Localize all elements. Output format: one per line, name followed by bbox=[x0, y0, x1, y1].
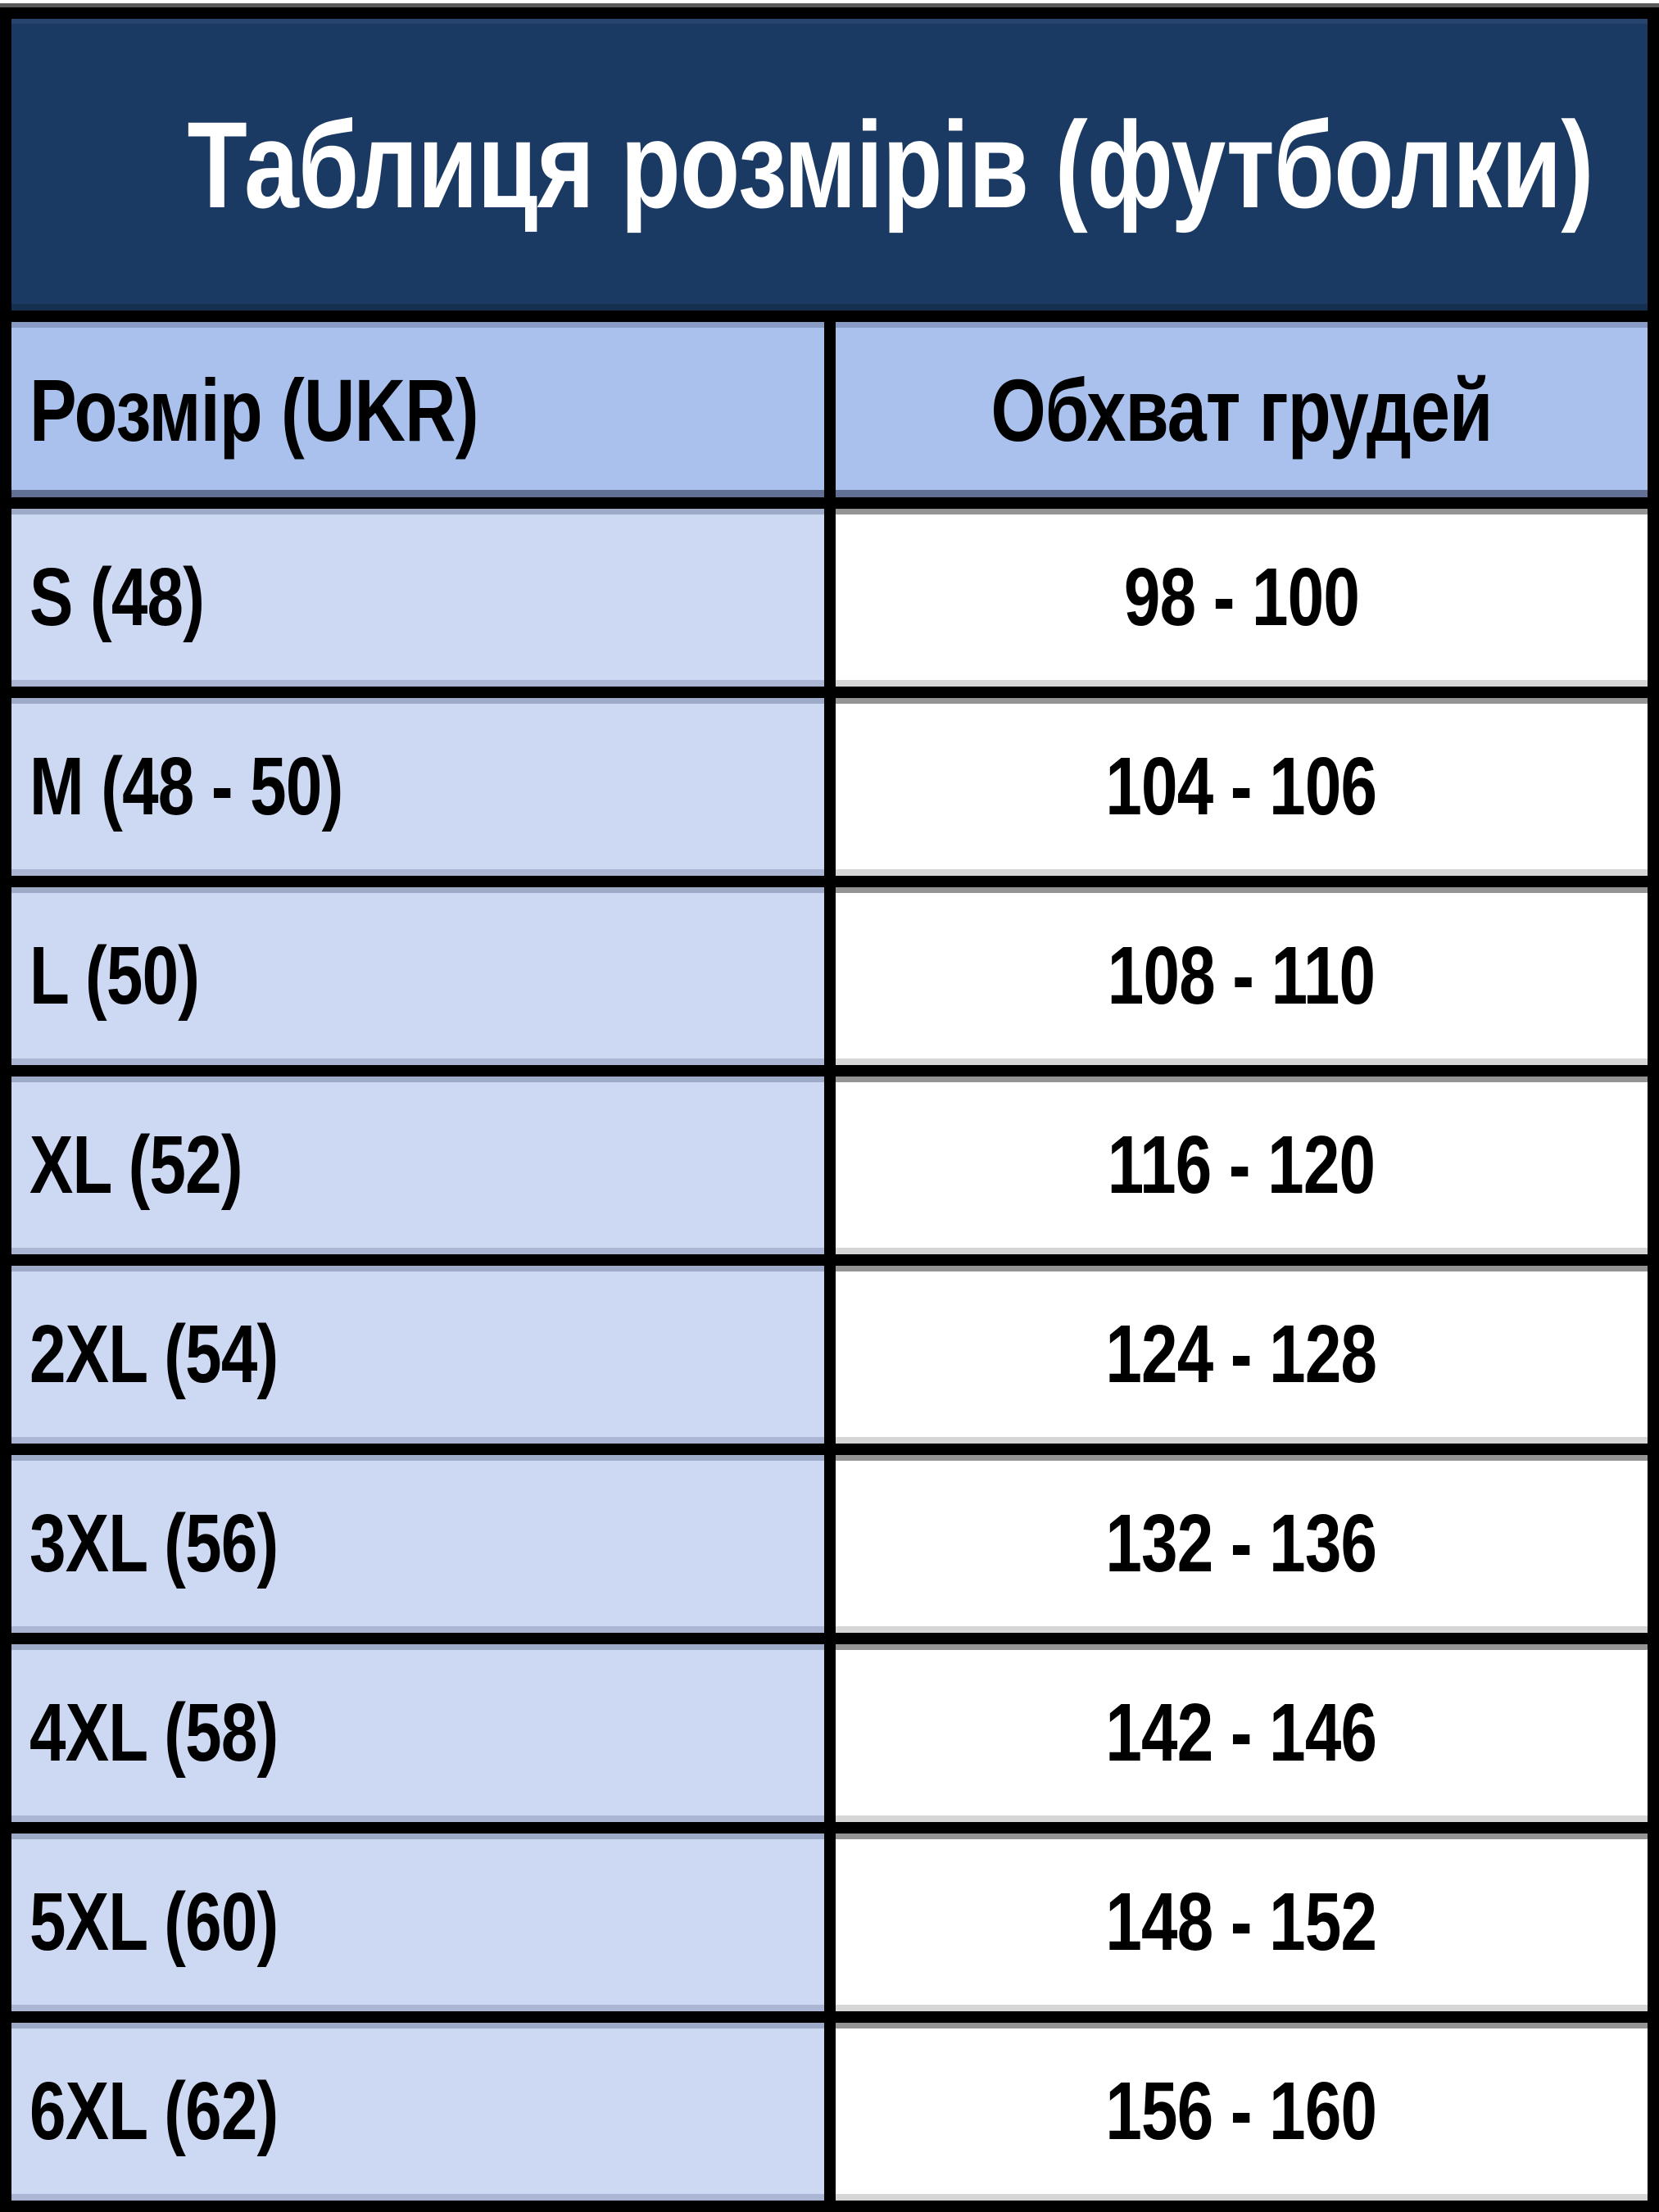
chest-cell bbox=[836, 1644, 1648, 1822]
size-label: 6XL (62) bbox=[29, 2065, 279, 2157]
table-row bbox=[11, 1266, 1648, 1444]
size-label: 5XL (60) bbox=[29, 1876, 279, 1968]
chest-value: 98 - 100 bbox=[1123, 551, 1359, 643]
header-chest-column bbox=[836, 322, 1648, 497]
size-chart-table bbox=[0, 7, 1659, 2212]
size-label: 3XL (56) bbox=[29, 1498, 279, 1589]
size-cell bbox=[11, 2023, 824, 2201]
chest-cell bbox=[836, 2023, 1648, 2201]
title-row bbox=[11, 19, 1648, 310]
chest-cell bbox=[836, 1455, 1648, 1633]
size-label: L (50) bbox=[29, 930, 200, 1022]
table-row bbox=[11, 698, 1648, 876]
size-label: 4XL (58) bbox=[29, 1687, 279, 1779]
chest-value: 142 - 146 bbox=[1105, 1687, 1377, 1779]
chest-value: 124 - 128 bbox=[1105, 1308, 1377, 1400]
chest-cell bbox=[836, 509, 1648, 687]
chest-value: 108 - 110 bbox=[1108, 930, 1376, 1022]
size-cell bbox=[11, 1834, 824, 2011]
chest-cell bbox=[836, 1077, 1648, 1254]
chart-title: Таблиця розмірів (футболки) bbox=[187, 95, 1593, 233]
size-label: XL (52) bbox=[29, 1119, 243, 1211]
chest-value: 104 - 106 bbox=[1105, 741, 1377, 832]
size-cell bbox=[11, 698, 824, 876]
header-row bbox=[11, 322, 1648, 497]
size-cell bbox=[11, 509, 824, 687]
header-chest-label: Обхват грудей bbox=[990, 360, 1493, 460]
size-label: 2XL (54) bbox=[29, 1308, 279, 1400]
size-cell bbox=[11, 887, 824, 1065]
header-size-label: Розмір (UKR) bbox=[29, 360, 478, 460]
table-row bbox=[11, 2023, 1648, 2201]
chart-title-cell bbox=[11, 19, 1648, 310]
chest-cell bbox=[836, 887, 1648, 1065]
size-cell bbox=[11, 1455, 824, 1633]
table-row bbox=[11, 1834, 1648, 2011]
chest-value: 132 - 136 bbox=[1105, 1498, 1377, 1589]
chest-value: 148 - 152 bbox=[1105, 1876, 1377, 1968]
table-row bbox=[11, 1077, 1648, 1254]
table-row bbox=[11, 1644, 1648, 1822]
size-label: S (48) bbox=[29, 551, 205, 643]
chest-cell bbox=[836, 1266, 1648, 1444]
chest-cell bbox=[836, 698, 1648, 876]
table-row bbox=[11, 1455, 1648, 1633]
chest-cell bbox=[836, 1834, 1648, 2011]
size-cell bbox=[11, 1077, 824, 1254]
table-row bbox=[11, 887, 1648, 1065]
header-size-column bbox=[11, 322, 824, 497]
chest-value: 116 - 120 bbox=[1108, 1119, 1376, 1211]
size-cell bbox=[11, 1644, 824, 1822]
chest-value: 156 - 160 bbox=[1105, 2065, 1377, 2157]
size-chart-frame bbox=[0, 7, 1659, 2212]
size-cell bbox=[11, 1266, 824, 1444]
table-row bbox=[11, 509, 1648, 687]
size-label: M (48 - 50) bbox=[29, 741, 343, 832]
